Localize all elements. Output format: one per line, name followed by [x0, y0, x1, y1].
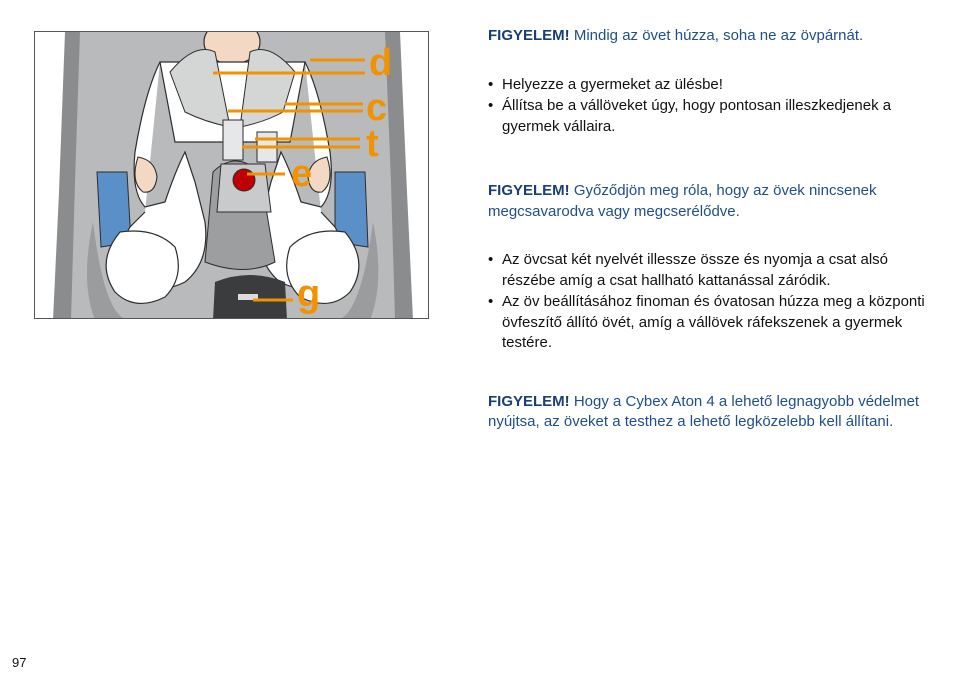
warning-1-text: Mindig az övet húzza, soha ne az övpárnát. — [569, 27, 864, 44]
page-number: 97 — [12, 655, 27, 670]
warning-2 — [488, 181, 928, 222]
bullet-item: • Az öv beállításához finoman és óvatosan húzza meg a központi övfeszítő állító övét, amíg a vállövek ráfekszenek a gyermek testére. — [488, 292, 928, 354]
warning-3-text: Hogy a Cybex Aton 4 a lehető legnagyobb védelmet nyújtsa, az öveket a testhez a lehető legközelebb kell állítani. — [488, 392, 920, 430]
bullet-item: • Az övcsat két nyelvét illessze össze és nyomja a csat alsó részébe amíg a csat hallható kattanással záródik. — [488, 250, 928, 291]
warning-1-strong: FIGYELEM! — [488, 27, 570, 44]
instructions-column — [488, 26, 928, 433]
bullet-list-2 — [488, 250, 928, 354]
belt-tongue-left — [223, 120, 243, 160]
warning-3-strong: FIGYELEM! — [488, 392, 570, 410]
bullet-item: • Helyezze a gyermeket az ülésbe! — [488, 75, 928, 96]
label-d: d — [369, 42, 393, 84]
car-seat-harness-illustration — [34, 31, 429, 319]
label-e: e — [291, 153, 313, 195]
bullet-item: • Állítsa be a vállöveket úgy, hogy pontosan illeszkedjenek a gyermek vállaira. — [488, 96, 928, 137]
bullet-list-1 — [488, 75, 928, 138]
buckle-release-button — [233, 169, 255, 191]
warning-1 — [488, 26, 928, 47]
warning-3 — [488, 392, 928, 433]
label-c: c — [366, 87, 388, 129]
warning-2-text: Győződjön meg róla, hogy az övek nincsenek megcsavarodva vagy megcserélődve. — [488, 182, 877, 220]
left-leg — [106, 231, 178, 303]
warning-2-strong: FIGYELEM! — [488, 182, 570, 199]
label-t: t — [366, 123, 379, 165]
label-g: g — [297, 273, 321, 315]
